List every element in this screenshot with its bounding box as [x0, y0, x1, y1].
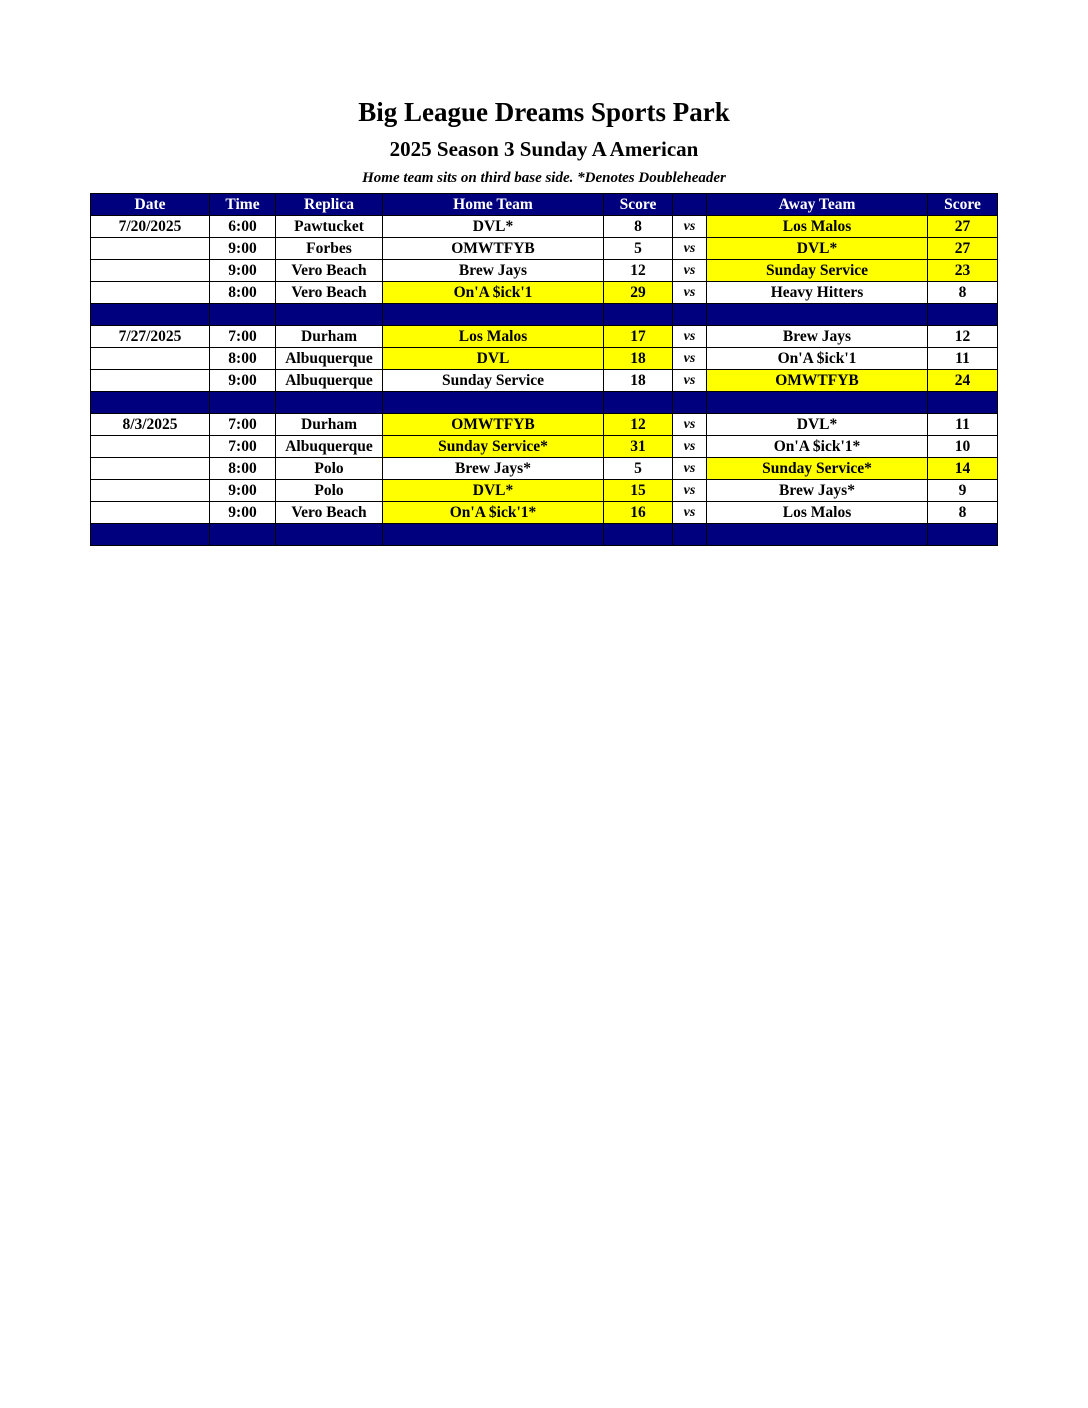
replica-cell: Polo: [276, 480, 383, 502]
away-score-cell: 8: [928, 502, 998, 524]
table-row: [91, 414, 998, 436]
date-cell: [91, 458, 210, 480]
doubleheader-note: Home team sits on third base side. *Denotes Doubleheader: [362, 170, 726, 186]
header-time: Time: [210, 194, 276, 216]
replica-cell: Durham: [276, 414, 383, 436]
date-cell: [91, 348, 210, 370]
vs-cell: vs: [673, 238, 707, 260]
vs-cell: vs: [673, 260, 707, 282]
time-cell: 8:00: [210, 458, 276, 480]
separator-cell: [210, 524, 276, 546]
home-team-cell: DVL: [383, 348, 604, 370]
separator-cell: [91, 304, 210, 326]
header-vs: [673, 194, 707, 216]
header-home-score: Score: [604, 194, 673, 216]
table-row: [91, 458, 998, 480]
home-score-cell: 18: [604, 370, 673, 392]
home-team-cell: Brew Jays*: [383, 458, 604, 480]
separator-cell: [383, 392, 604, 414]
time-cell: 8:00: [210, 282, 276, 304]
vs-cell: vs: [673, 326, 707, 348]
vs-cell: vs: [673, 480, 707, 502]
home-team-cell: Sunday Service*: [383, 436, 604, 458]
date-cell: 7/20/2025: [91, 216, 210, 238]
replica-cell: Vero Beach: [276, 502, 383, 524]
separator-cell: [707, 304, 928, 326]
vs-cell: vs: [673, 216, 707, 238]
away-score-cell: 8: [928, 282, 998, 304]
separator-cell: [673, 524, 707, 546]
date-cell: [91, 480, 210, 502]
time-cell: 9:00: [210, 260, 276, 282]
separator-cell: [604, 524, 673, 546]
separator-cell: [383, 524, 604, 546]
away-score-cell: 12: [928, 326, 998, 348]
away-score-cell: 14: [928, 458, 998, 480]
home-team-cell: OMWTFYB: [383, 414, 604, 436]
away-score-cell: 27: [928, 216, 998, 238]
week-separator-row: [91, 392, 998, 414]
replica-cell: Vero Beach: [276, 282, 383, 304]
home-score-cell: 5: [604, 458, 673, 480]
home-team-cell: OMWTFYB: [383, 238, 604, 260]
week-separator-row: [91, 304, 998, 326]
home-team-cell: Los Malos: [383, 326, 604, 348]
time-cell: 9:00: [210, 370, 276, 392]
table-row: [91, 370, 998, 392]
header-away-team: Away Team: [707, 194, 928, 216]
replica-cell: Pawtucket: [276, 216, 383, 238]
home-score-cell: 8: [604, 216, 673, 238]
table-row: [91, 480, 998, 502]
home-score-cell: 18: [604, 348, 673, 370]
date-cell: [91, 260, 210, 282]
home-score-cell: 29: [604, 282, 673, 304]
home-score-cell: 12: [604, 260, 673, 282]
header-away-score: Score: [928, 194, 998, 216]
vs-cell: vs: [673, 436, 707, 458]
header-home-team: Home Team: [383, 194, 604, 216]
header-date: Date: [91, 194, 210, 216]
home-team-cell: On'A $ick'1*: [383, 502, 604, 524]
table-header-row: [91, 194, 998, 216]
time-cell: 9:00: [210, 502, 276, 524]
replica-cell: Albuquerque: [276, 370, 383, 392]
separator-cell: [383, 304, 604, 326]
separator-cell: [210, 392, 276, 414]
vs-cell: vs: [673, 414, 707, 436]
vs-cell: vs: [673, 458, 707, 480]
table-row: [91, 260, 998, 282]
away-team-cell: Los Malos: [707, 502, 928, 524]
home-team-cell: Sunday Service: [383, 370, 604, 392]
away-team-cell: DVL*: [707, 238, 928, 260]
replica-cell: Albuquerque: [276, 436, 383, 458]
home-score-cell: 15: [604, 480, 673, 502]
home-team-cell: Brew Jays: [383, 260, 604, 282]
time-cell: 9:00: [210, 480, 276, 502]
replica-cell: Durham: [276, 326, 383, 348]
separator-cell: [673, 304, 707, 326]
time-cell: 7:00: [210, 436, 276, 458]
separator-cell: [210, 304, 276, 326]
away-score-cell: 27: [928, 238, 998, 260]
replica-cell: Forbes: [276, 238, 383, 260]
header-replica: Replica: [276, 194, 383, 216]
schedule-body: [91, 216, 998, 546]
separator-cell: [276, 304, 383, 326]
separator-cell: [604, 392, 673, 414]
home-score-cell: 16: [604, 502, 673, 524]
separator-cell: [707, 524, 928, 546]
date-cell: [91, 238, 210, 260]
away-team-cell: Heavy Hitters: [707, 282, 928, 304]
date-cell: 8/3/2025: [91, 414, 210, 436]
table-row: [91, 502, 998, 524]
time-cell: 6:00: [210, 216, 276, 238]
home-team-cell: DVL*: [383, 480, 604, 502]
date-cell: 7/27/2025: [91, 326, 210, 348]
replica-cell: Vero Beach: [276, 260, 383, 282]
time-cell: 9:00: [210, 238, 276, 260]
separator-cell: [928, 392, 998, 414]
separator-cell: [276, 392, 383, 414]
home-team-cell: On'A $ick'1: [383, 282, 604, 304]
table-row: [91, 436, 998, 458]
home-score-cell: 17: [604, 326, 673, 348]
table-row: [91, 326, 998, 348]
separator-cell: [91, 392, 210, 414]
separator-cell: [673, 392, 707, 414]
away-team-cell: OMWTFYB: [707, 370, 928, 392]
separator-cell: [604, 304, 673, 326]
away-team-cell: Brew Jays*: [707, 480, 928, 502]
date-cell: [91, 436, 210, 458]
date-cell: [91, 502, 210, 524]
away-score-cell: 9: [928, 480, 998, 502]
replica-cell: Albuquerque: [276, 348, 383, 370]
table-row: [91, 282, 998, 304]
away-team-cell: On'A $ick'1*: [707, 436, 928, 458]
time-cell: 7:00: [210, 326, 276, 348]
away-team-cell: Sunday Service*: [707, 458, 928, 480]
date-cell: [91, 282, 210, 304]
vs-cell: vs: [673, 502, 707, 524]
home-team-cell: DVL*: [383, 216, 604, 238]
time-cell: 7:00: [210, 414, 276, 436]
vs-cell: vs: [673, 370, 707, 392]
vs-cell: vs: [673, 282, 707, 304]
away-team-cell: Sunday Service: [707, 260, 928, 282]
home-score-cell: 5: [604, 238, 673, 260]
away-score-cell: 23: [928, 260, 998, 282]
away-score-cell: 10: [928, 436, 998, 458]
vs-cell: vs: [673, 348, 707, 370]
schedule-table: [90, 193, 998, 546]
away-team-cell: Los Malos: [707, 216, 928, 238]
home-score-cell: 12: [604, 414, 673, 436]
away-score-cell: 24: [928, 370, 998, 392]
separator-cell: [928, 524, 998, 546]
separator-cell: [91, 524, 210, 546]
week-separator-row: [91, 524, 998, 546]
date-cell: [91, 370, 210, 392]
replica-cell: Polo: [276, 458, 383, 480]
page-title: Big League Dreams Sports Park: [358, 97, 730, 127]
away-score-cell: 11: [928, 414, 998, 436]
home-score-cell: 31: [604, 436, 673, 458]
table-row: [91, 348, 998, 370]
separator-cell: [707, 392, 928, 414]
table-row: [91, 238, 998, 260]
separator-cell: [928, 304, 998, 326]
away-score-cell: 11: [928, 348, 998, 370]
away-team-cell: Brew Jays: [707, 326, 928, 348]
table-row: [91, 216, 998, 238]
time-cell: 8:00: [210, 348, 276, 370]
separator-cell: [276, 524, 383, 546]
page-subtitle: 2025 Season 3 Sunday A American: [389, 137, 699, 161]
away-team-cell: On'A $ick'1: [707, 348, 928, 370]
away-team-cell: DVL*: [707, 414, 928, 436]
